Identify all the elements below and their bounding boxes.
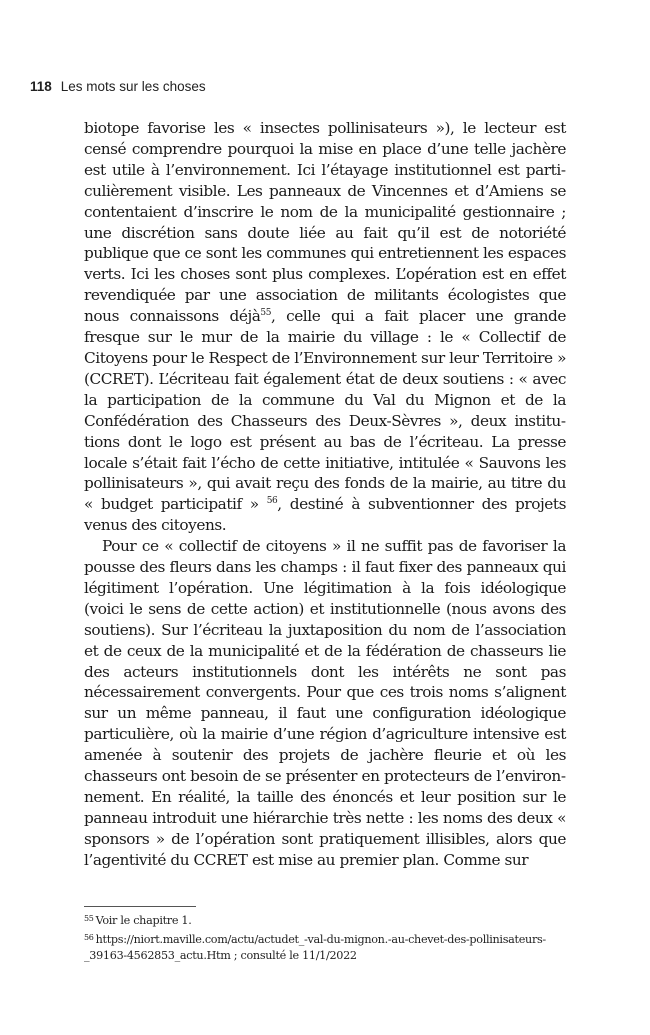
paragraph: [84, 536, 566, 871]
footnote-number: 55: [84, 914, 94, 923]
running-header: [30, 79, 206, 94]
footnote-ref-55[interactable]: 55: [260, 308, 271, 319]
paragraph-text: biotope favorise les « insectes pollinisateurs »), le lecteur est censé comprendre pourquoi la mise en place d’une telle jachère est utile à l’environnement. Ici l’étayage institutionnel est particulièrement visible. Les panneaux de Vincennes et d’Amiens se contentaient d’inscrire le nom de la municipalité gestionnaire ; une discrétion sans doute liée au fait qu’il est de notoriété publique que ce sont les communes qui entretiennent les espaces verts. Ici les choses sont plus complexes. L’opération est en effet revendiquée par une association de militants écologistes que nous connaissons déjà: [84, 119, 566, 326]
footnote-56: [84, 930, 566, 965]
paragraph-text: Pour ce « collectif de citoyens » il ne suffit pas de favoriser la pousse des fleurs dans les champs : il faut fixer des panneaux qui légitiment l’opération. Une légitimation à la fois idéologique (voici le sens de cette action) et institutionnelle (nous avons des soutiens). Sur l’écriteau la juxtaposition du nom de l’association et de ceux de la municipalité et de la fédération de chasseurs lie des acteurs institutionnels dont les intérêts ne sont pas nécessairement convergents. Pour que ces trois noms s’alignent sur un même panneau, il faut une configuration idéologique particulière, où la mairie d’une région d’agriculture intensive est amenée à soutenir des projets de jachère fleurie et où les chasseurs ont besoin de se présenter en protecteurs de l’environnement. En réalité, la taille des énoncés et leur position sur le panneau introduit une hiérarchie très nette : les noms des deux « sponsors » de l’opération sont pratiquement illisibles, alors que l’agentivité du CCRET est mise au premier plan. Comme sur: [84, 537, 566, 869]
paragraph-text: , celle qui a fait placer une grande fresque sur le mur de la mairie du village : le « Collectif de Citoyens pour le Respect de l’Environnement sur leur Territoire » (CCRET). L’écriteau fait également état de deux soutiens : « avec la participation de la commune du Val du Mignon et de la Confédération des Chasseurs des Deux-Sèvres », deux institutions dont le logo est présent au bas de l’écriteau. La presse locale s’était fait l’écho de cette initiative, intitulée « Sauvons les pollinisateurs », qui avait reçu des fonds de la mairie, au titre du « budget participatif »: [84, 307, 566, 514]
page-number: 118: [30, 79, 52, 94]
paragraph: [84, 118, 566, 536]
footnote-text: Voir le chapitre 1.: [95, 914, 192, 927]
footnote-ref-56[interactable]: 56: [266, 496, 278, 507]
running-title: Les mots sur les choses: [60, 79, 206, 94]
footnote-link[interactable]: https://niort.maville.com/actu/actudet_-val-du-mignon.-au-chevet-des-pollinisateurs-_39163-4562853_actu.Htm ; consulté le 11/1/2022: [84, 932, 546, 962]
footnote-number: 56: [84, 932, 94, 942]
body-text: [84, 118, 566, 871]
footnotes: [84, 911, 566, 965]
footnote-divider: [84, 906, 196, 907]
footnote-55: [84, 911, 566, 930]
paragraph-text: , destiné à subventionner des projets venus des citoyens.: [84, 495, 566, 535]
